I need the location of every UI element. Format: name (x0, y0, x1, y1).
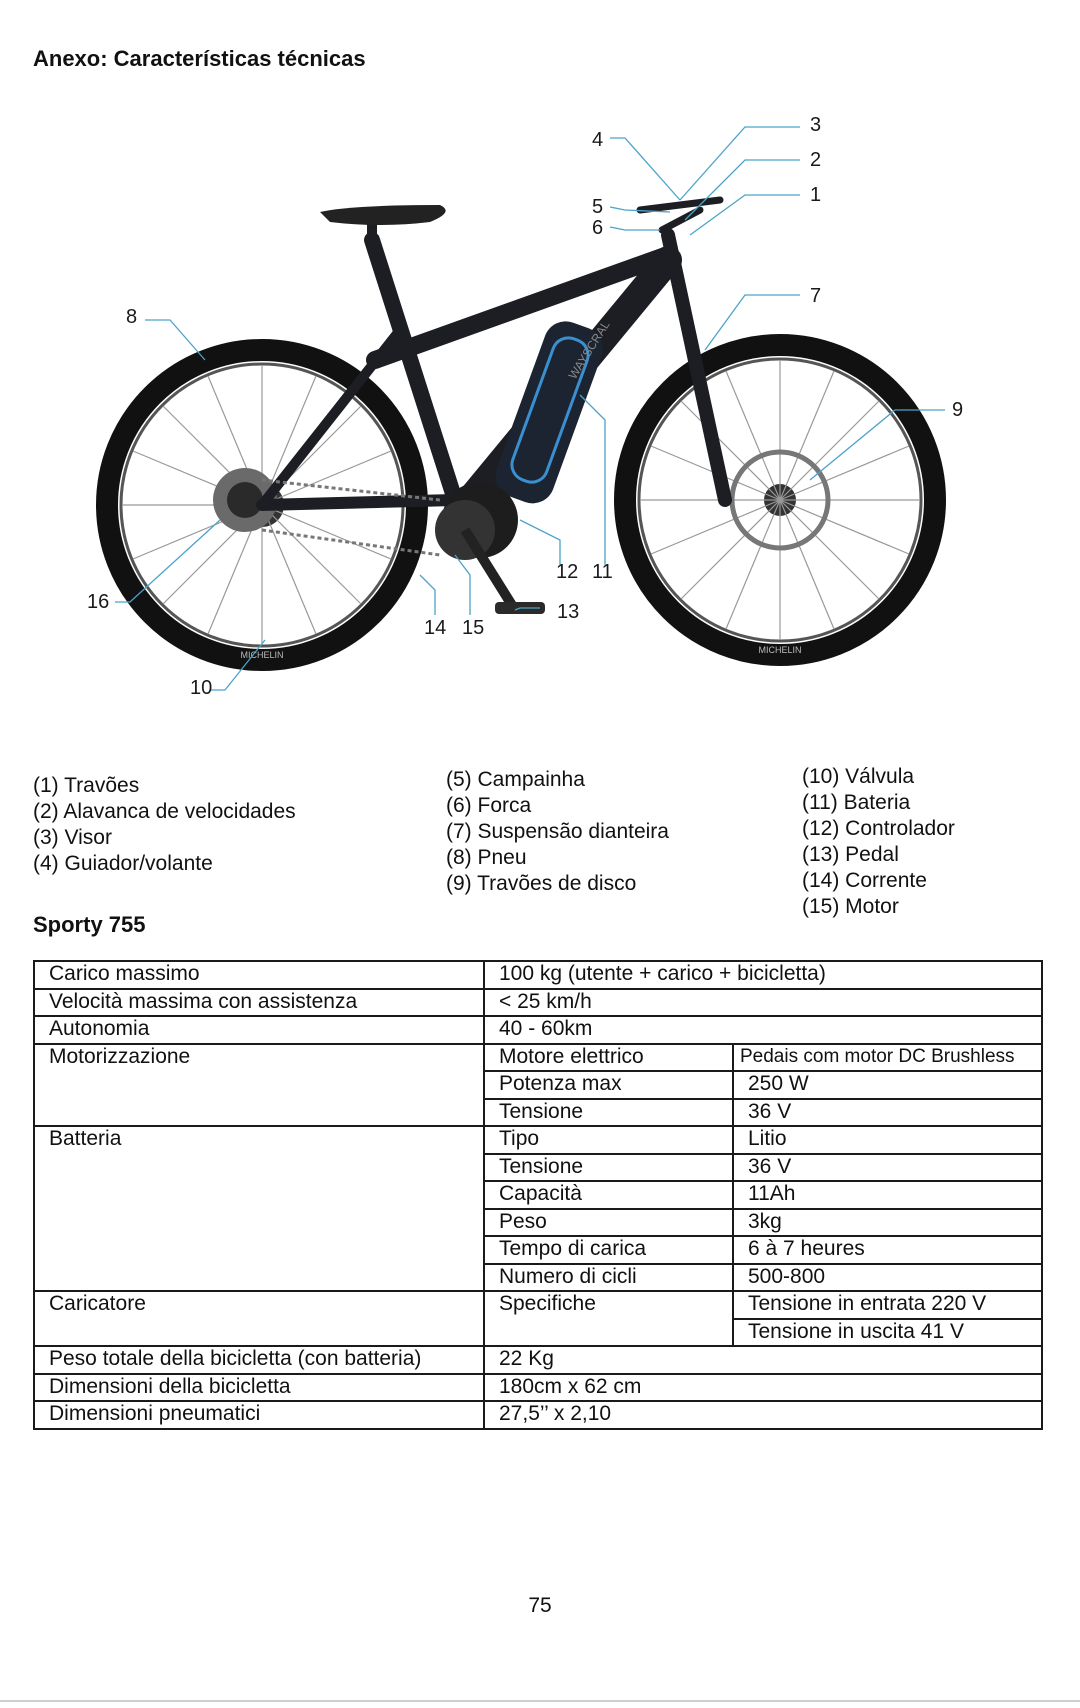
callout-5: 5 (592, 196, 604, 218)
legend-item: (12) Controlador (802, 817, 955, 840)
table-row (34, 1291, 1042, 1319)
spec-key: Tipo (484, 1126, 733, 1154)
spec-key: Specifiche (484, 1291, 733, 1346)
callout-13: 13 (557, 601, 580, 623)
spec-value: Pedais com motor DC Brushless (733, 1044, 1042, 1072)
callout-3: 3 (810, 114, 822, 136)
table-row (34, 1126, 1042, 1154)
spec-value: 250 W (733, 1071, 1042, 1099)
legend-item: (10) Válvula (802, 765, 915, 788)
spec-label: Caricatore (34, 1291, 484, 1346)
spec-label: Dimensioni pneumatici (34, 1401, 484, 1429)
legend-item: (9) Travões de disco (446, 872, 637, 895)
spec-value: 500-800 (733, 1264, 1042, 1292)
callout-4: 4 (592, 129, 604, 151)
callout-1: 1 (810, 184, 822, 206)
spec-key: Tensione (484, 1099, 733, 1127)
legend-item: (4) Guiador/volante (33, 852, 213, 875)
table-row (34, 1016, 1042, 1044)
table-row (34, 1374, 1042, 1402)
bike-diagram (0, 95, 1080, 715)
legend-item: (5) Campainha (446, 768, 585, 791)
frame (262, 200, 725, 505)
table-row (34, 961, 1042, 989)
legend-item: (15) Motor (802, 895, 899, 918)
spec-value: Tensione in uscita 41 V (733, 1319, 1042, 1347)
legend-item: (13) Pedal (802, 843, 899, 866)
spec-label: Batteria (34, 1126, 484, 1291)
spec-value: 100 kg (utente + carico + bicicletta) (484, 961, 1042, 989)
spec-value: 27,5’’ x 2,10 (484, 1401, 1042, 1429)
specs-table (33, 960, 1043, 1430)
frame-brand: WAYSCRAL (565, 318, 613, 382)
spec-key: Numero di cicli (484, 1264, 733, 1292)
legend-item: (7) Suspensão dianteira (446, 820, 669, 843)
spec-value: 36 V (733, 1154, 1042, 1182)
spec-value: < 25 km/h (484, 989, 1042, 1017)
model-name: Sporty 755 (33, 912, 146, 937)
callout-10: 10 (190, 677, 213, 699)
spec-value: 3kg (733, 1209, 1042, 1237)
table-row (34, 1044, 1042, 1072)
legend-item: (8) Pneu (446, 846, 527, 869)
page-title: Anexo: Características técnicas (33, 46, 366, 71)
spec-key: Capacità (484, 1181, 733, 1209)
callout-14: 14 (424, 617, 447, 639)
legend-column-2 (446, 767, 669, 897)
spec-key: Potenza max (484, 1071, 733, 1099)
rear-tire-text: MICHELIN (240, 650, 284, 660)
spec-label: Velocità massima con assistenza (34, 989, 484, 1017)
spec-label: Autonomia (34, 1016, 484, 1044)
callout-9: 9 (952, 399, 964, 421)
front-tire-text: MICHELIN (758, 645, 802, 655)
front-wheel (625, 345, 935, 655)
spec-label: Dimensioni della bicicletta (34, 1374, 484, 1402)
spec-label: Carico massimo (34, 961, 484, 989)
callout-16: 16 (87, 591, 110, 613)
spec-label: Motorizzazione (34, 1044, 484, 1127)
spec-value: Litio (733, 1126, 1042, 1154)
table-row (34, 1346, 1042, 1374)
callout-11: 11 (592, 561, 613, 583)
table-row (34, 989, 1042, 1017)
saddle (320, 205, 446, 225)
legend-column-3 (802, 764, 955, 920)
spec-value: 6 à 7 heures (733, 1236, 1042, 1264)
spec-label: Peso totale della bicicletta (con batteria) (34, 1346, 484, 1374)
spec-value: 22 Kg (484, 1346, 1042, 1374)
spec-value: 36 V (733, 1099, 1042, 1127)
spec-key: Tensione (484, 1154, 733, 1182)
legend-column-1 (33, 773, 296, 877)
legend-item: (6) Forca (446, 794, 532, 817)
callout-2: 2 (810, 149, 822, 171)
table-row (34, 1401, 1042, 1429)
callout-8: 8 (126, 306, 138, 328)
page-divider (0, 1700, 1080, 1702)
callout-6: 6 (592, 217, 604, 239)
legend-item: (14) Corrente (802, 869, 927, 892)
spec-value: 40 - 60km (484, 1016, 1042, 1044)
spec-key: Peso (484, 1209, 733, 1237)
bike-illustration (0, 95, 1080, 715)
spec-key: Tempo di carica (484, 1236, 733, 1264)
callout-12: 12 (556, 561, 579, 583)
legend-item: (2) Alavanca de velocidades (33, 800, 296, 823)
spec-value: 180cm x 62 cm (484, 1374, 1042, 1402)
legend-item: (11) Bateria (802, 791, 911, 814)
callout-7: 7 (810, 285, 822, 307)
page-number: 75 (528, 1594, 552, 1617)
legend-item: (1) Travões (33, 774, 140, 797)
spec-value: 11Ah (733, 1181, 1042, 1209)
spec-key: Motore elettrico (484, 1044, 733, 1072)
spec-value: Tensione in entrata 220 V (733, 1291, 1042, 1319)
legend-item: (3) Visor (33, 826, 112, 849)
callout-15: 15 (462, 617, 485, 639)
